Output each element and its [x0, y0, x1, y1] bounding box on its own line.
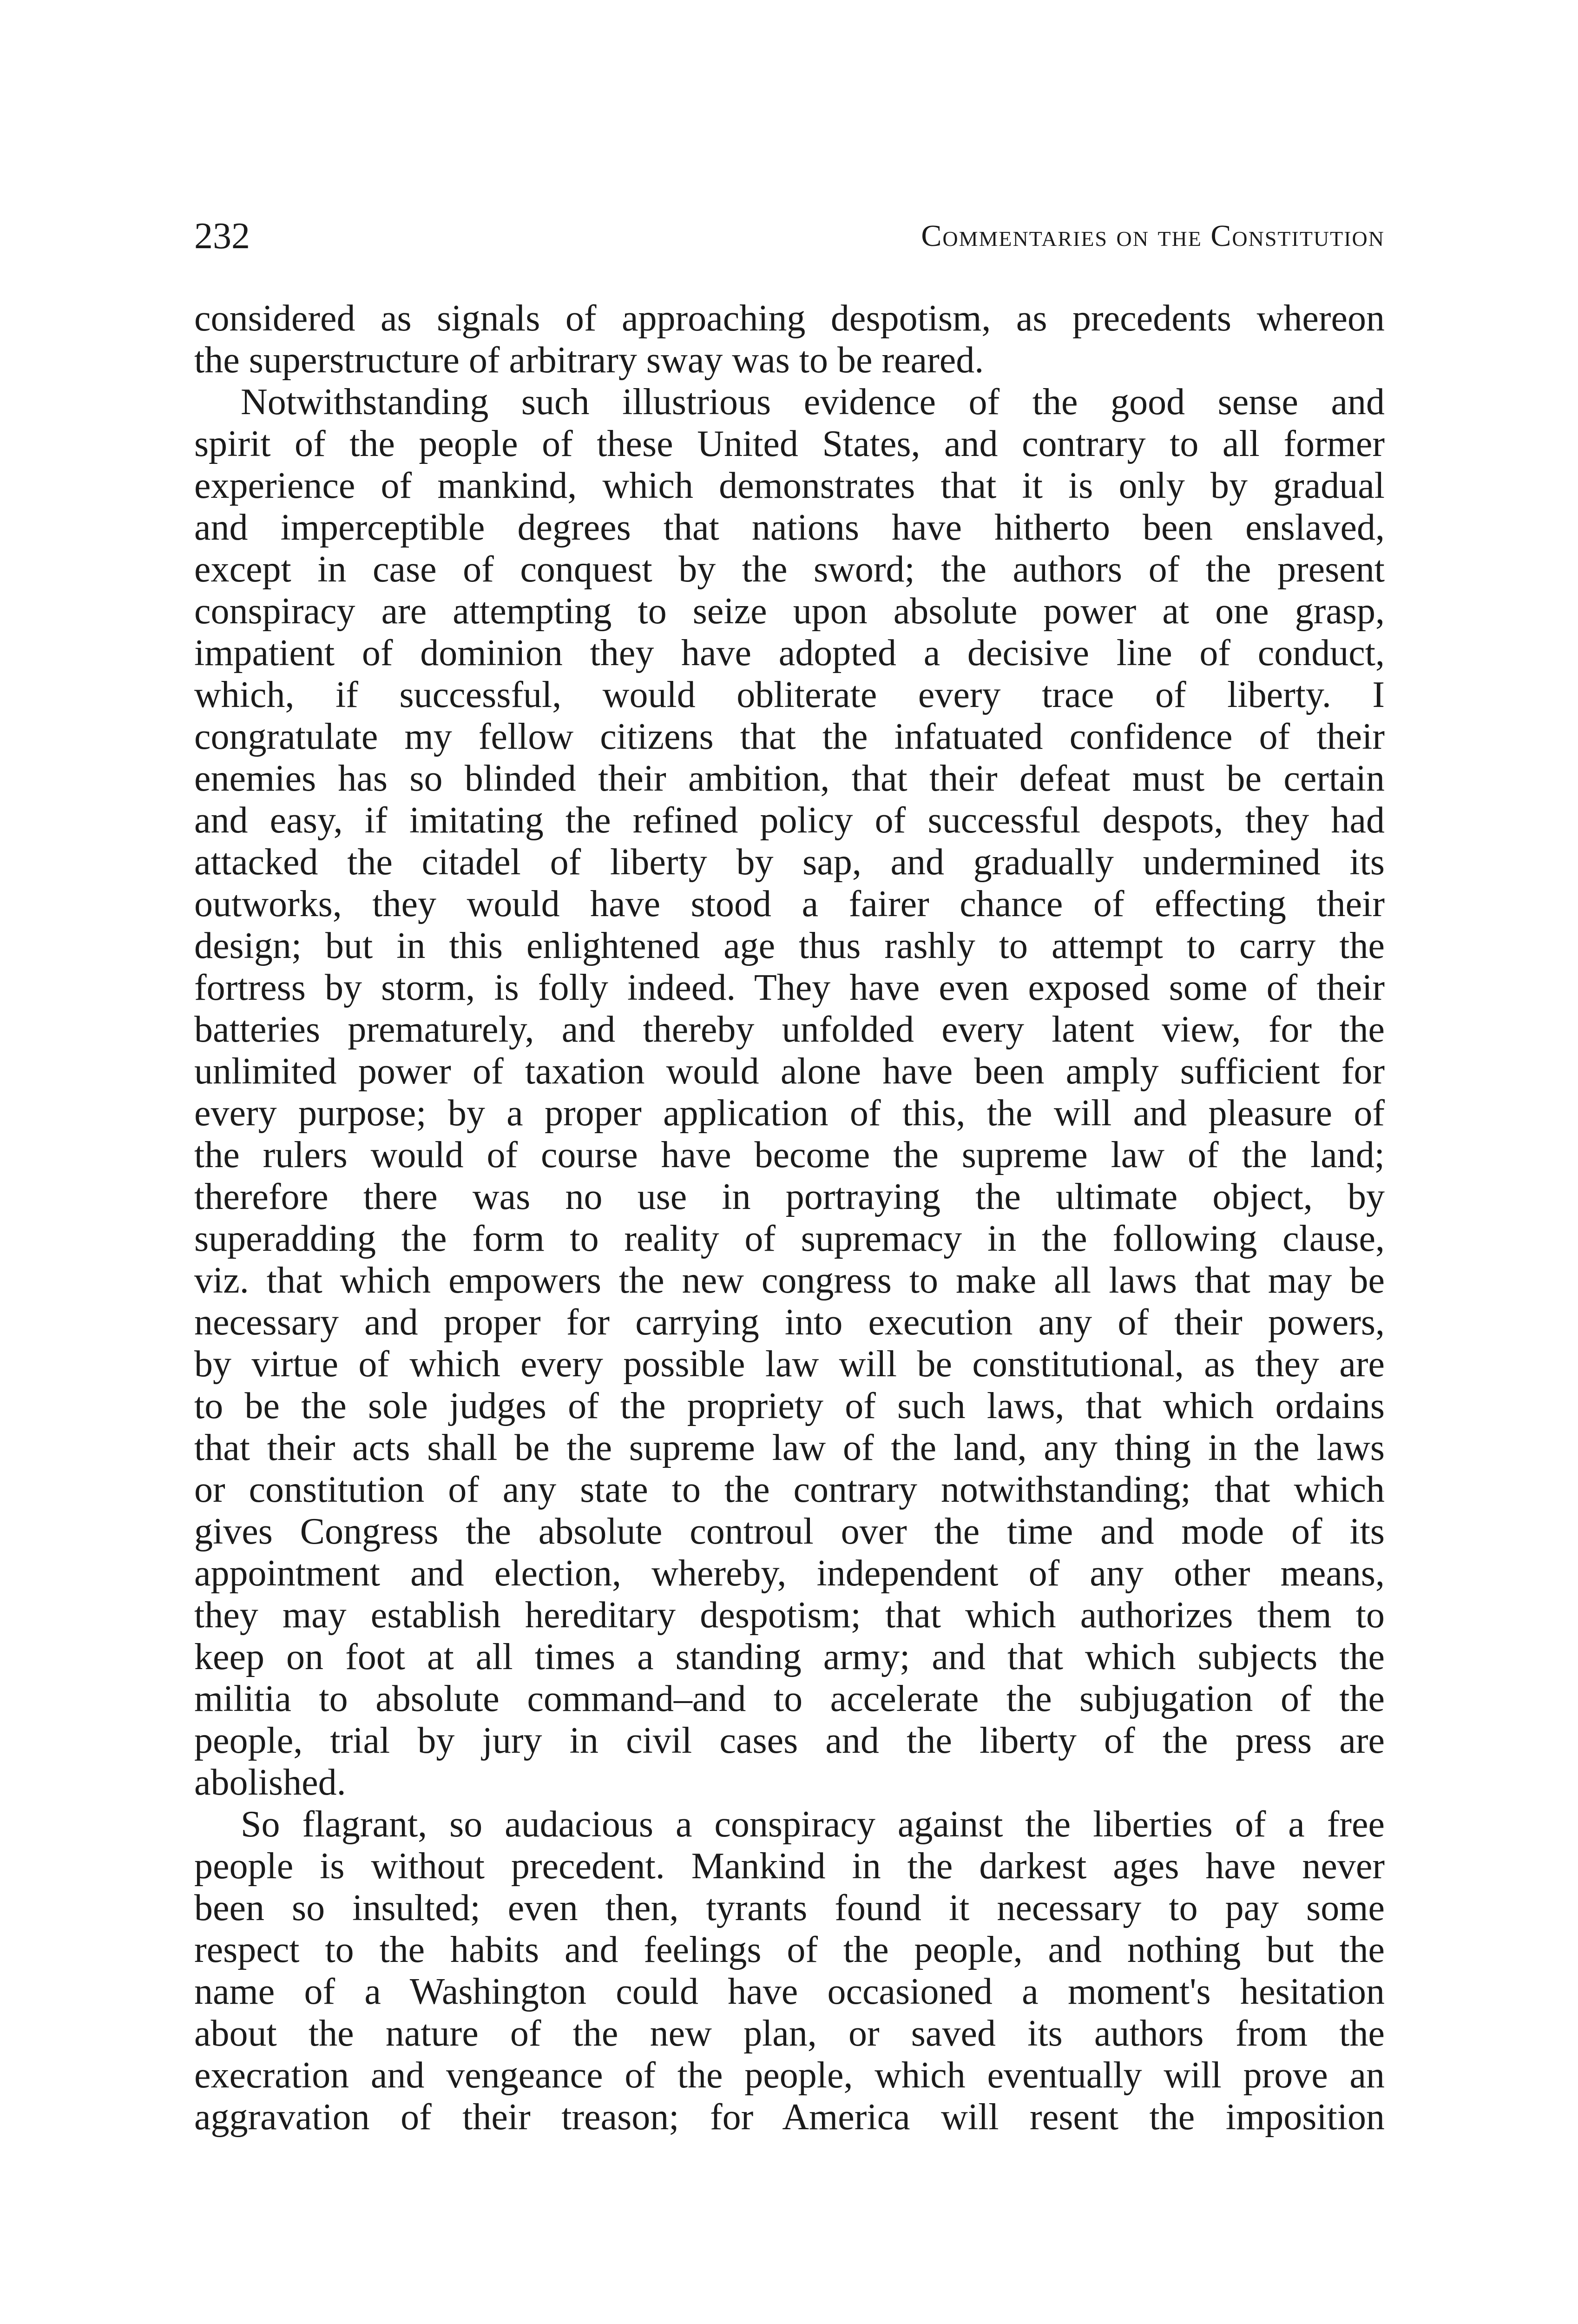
text-line: they may establish hereditary despotism; that which authorizes them to	[194, 1595, 1385, 1636]
text-line: people, trial by jury in civil cases and the liberty of the press are	[194, 1720, 1385, 1761]
text-line: attacked the citadel of liberty by sap, and gradually undermined its	[194, 842, 1385, 883]
text-line: every purpose; by a proper application of this, the will and pleasure of	[194, 1093, 1385, 1134]
text-line: abolished.	[194, 1762, 346, 1803]
body-text	[194, 297, 1385, 2138]
text-line: and easy, if imitating the refined policy of successful despots, they had	[194, 800, 1385, 841]
page-number: 232	[194, 216, 250, 257]
text-line: which, if successful, would obliterate every trace of liberty. I	[194, 674, 1385, 715]
text-line: design; but in this enlightened age thus rashly to attempt to carry the	[194, 925, 1385, 966]
text-line: execration and vengeance of the people, which eventually will prove an	[194, 2055, 1385, 2096]
text-line: batteries prematurely, and thereby unfolded every latent view, for the	[194, 1009, 1385, 1050]
text-line: conspiracy are attempting to seize upon absolute power at one grasp,	[194, 591, 1385, 632]
text-line: spirit of the people of these United States, and contrary to all former	[194, 423, 1385, 464]
text-line: appointment and election, whereby, independent of any other means,	[194, 1553, 1385, 1594]
paragraph-2	[194, 381, 1385, 1803]
text-line: gives Congress the absolute controul over the time and mode of its	[194, 1511, 1385, 1552]
text-line: that their acts shall be the supreme law of the land, any thing in the laws	[194, 1427, 1385, 1468]
text-line: and imperceptible degrees that nations have hitherto been enslaved,	[194, 507, 1385, 548]
paragraph-3	[194, 1803, 1385, 2138]
text-line: So flagrant, so audacious a conspiracy against the liberties of a free	[241, 1804, 1385, 1845]
text-line: impatient of dominion they have adopted a decisive line of conduct,	[194, 633, 1385, 673]
text-line: unlimited power of taxation would alone have been amply sufficient for	[194, 1051, 1385, 1092]
text-line: superadding the form to reality of supremacy in the following clause,	[194, 1218, 1385, 1259]
text-line: outworks, they would have stood a fairer chance of effecting their	[194, 884, 1385, 924]
text-line: congratulate my fellow citizens that the infatuated confidence of their	[194, 716, 1385, 757]
text-line: to be the sole judges of the propriety of such laws, that which ordains	[194, 1386, 1385, 1426]
text-line: Notwithstanding such illustrious evidence of the good sense and	[241, 382, 1385, 423]
text-line: the superstructure of arbitrary sway was to be reared.	[194, 340, 984, 381]
text-line: considered as signals of approaching despotism, as precedents whereon	[194, 298, 1385, 339]
text-line: experience of mankind, which demonstrates that it is only by gradual	[194, 465, 1385, 506]
text-line: the rulers would of course have become the supreme law of the land;	[194, 1135, 1385, 1175]
text-line: viz. that which empowers the new congress to make all laws that may be	[194, 1260, 1385, 1301]
text-line: except in case of conquest by the sword; the authors of the present	[194, 549, 1385, 590]
running-head	[194, 214, 1385, 258]
text-line: therefore there was no use in portraying the ultimate object, by	[194, 1176, 1385, 1217]
text-line: by virtue of which every possible law will be constitutional, as they are	[194, 1344, 1385, 1385]
running-title: Commentaries on the Constitution	[921, 219, 1385, 253]
text-line: people is without precedent. Mankind in the darkest ages have never	[194, 1846, 1385, 1887]
paragraph-1	[194, 297, 1385, 381]
text-line: enemies has so blinded their ambition, that their defeat must be certain	[194, 758, 1385, 799]
text-line: fortress by storm, is folly indeed. They have even exposed some of their	[194, 967, 1385, 1008]
text-line: about the nature of the new plan, or saved its authors from the	[194, 2013, 1385, 2054]
text-line: militia to absolute command–and to accelerate the subjugation of the	[194, 1678, 1385, 1719]
text-line: keep on foot at all times a standing army; and that which subjects the	[194, 1637, 1385, 1677]
text-line: or constitution of any state to the contrary notwithstanding; that which	[194, 1469, 1385, 1510]
text-line: aggravation of their treason; for America will resent the imposition	[194, 2097, 1385, 2138]
text-line: respect to the habits and feelings of the people, and nothing but the	[194, 1929, 1385, 1970]
text-line: been so insulted; even then, tyrants found it necessary to pay some	[194, 1888, 1385, 1928]
text-line: name of a Washington could have occasioned a moment's hesitation	[194, 1971, 1385, 2012]
text-line: necessary and proper for carrying into execution any of their powers,	[194, 1302, 1385, 1343]
